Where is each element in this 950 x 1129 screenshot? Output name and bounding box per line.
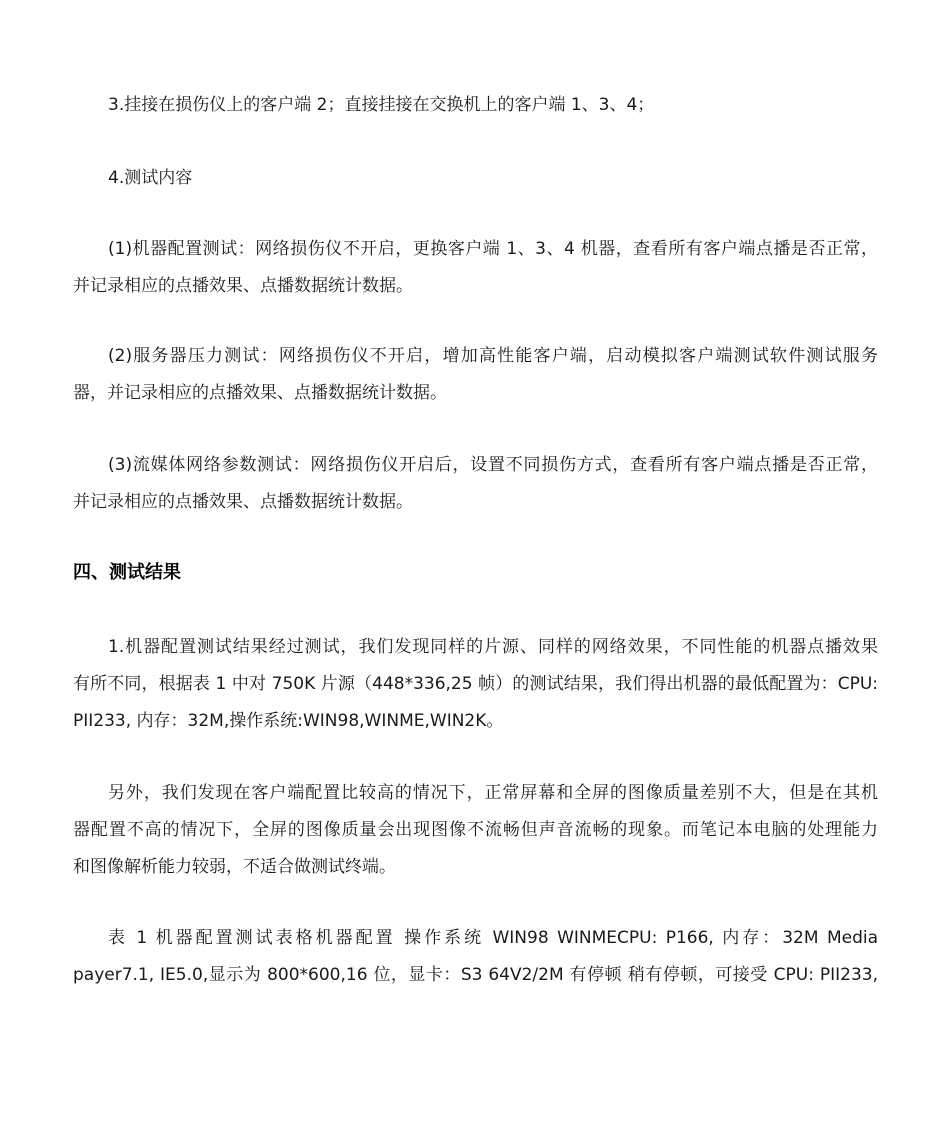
paragraph-3-line-2: 并记录相应的点播效果、点播数据统计数据。 (73, 492, 413, 512)
list-item-3: 3.挂接在损伤仪上的客户端 2；直接挂接在交换机上的客户端 1、3、4； (108, 95, 655, 115)
paragraph-1-line-2: 并记录相应的点播效果、点播数据统计数据。 (73, 276, 413, 296)
result-2-line-3: 和图像解析能力较弱，不适合做测试终端。 (73, 857, 396, 877)
paragraph-2-line-1: (2)服务器压力测试：网络损伤仪不开启，增加高性能客户端，启动模拟客户端测试软件测试服务 (108, 346, 878, 366)
table-note-line-1: 表 1 机器配置测试表格机器配置 操作系统 WIN98 WINMECPU: P166, 内存：32M Media (108, 928, 878, 948)
list-item-4-title: 4.测试内容 (108, 168, 193, 188)
paragraph-1-line-1: (1)机器配置测试：网络损伤仪不开启，更换客户端 1、3、4 机器，查看所有客户端点播是否正常， (108, 239, 878, 259)
result-1-line-1: 1.机器配置测试结果经过测试，我们发现同样的片源、同样的网络效果，不同性能的机器点播效果 (108, 637, 878, 657)
paragraph-3-line-1: (3)流媒体网络参数测试：网络损伤仪开启后，设置不同损伤方式，查看所有客户端点播是否正常， (108, 455, 878, 475)
table-note-line-2: payer7.1, IE5.0,显示为 800*600,16 位，显卡：S3 64V2/2M 有停顿 稍有停顿，可接受 CPU: PII233, (73, 965, 878, 985)
result-2-line-2: 器配置不高的情况下，全屏的图像质量会出现图像不流畅但声音流畅的现象。而笔记本电脑的处理能力 (73, 820, 878, 840)
result-2-line-1: 另外，我们发现在客户端配置比较高的情况下，正常屏幕和全屏的图像质量差别不大，但是在其机 (108, 783, 878, 803)
section-heading: 四、测试结果 (73, 562, 181, 583)
result-1-line-3: PII233, 内存：32M,操作系统:WIN98,WINME,WIN2K。 (73, 711, 504, 731)
result-1-line-2: 有所不同，根据表 1 中对 750K 片源（448*336,25 帧）的测试结果，我们得出机器的最低配置为：CPU: (73, 674, 878, 694)
paragraph-2-line-2: 器，并记录相应的点播效果、点播数据统计数据。 (73, 383, 447, 403)
